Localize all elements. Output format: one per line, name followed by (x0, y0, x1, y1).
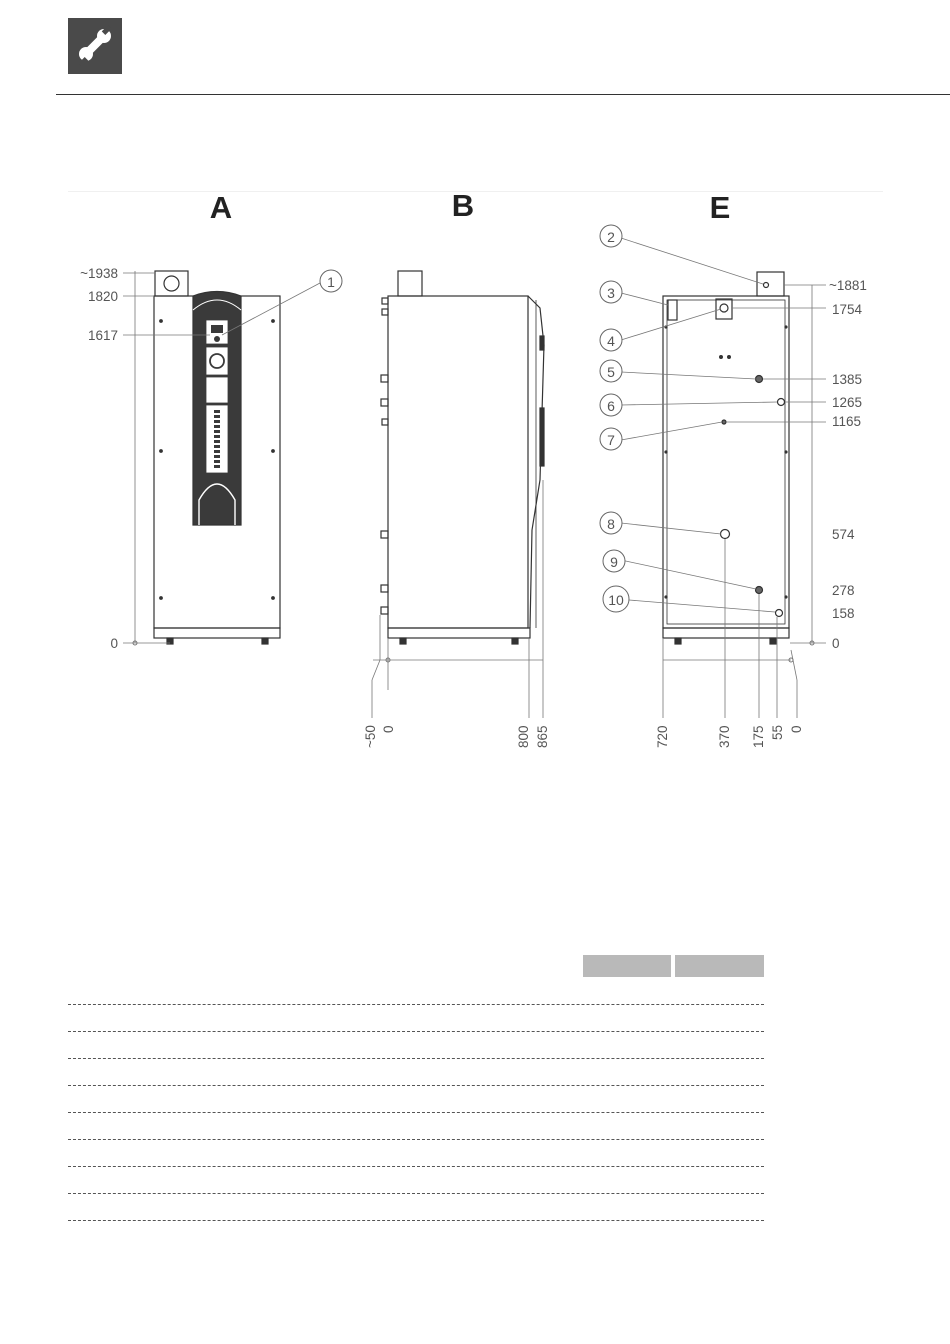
side-connection (382, 309, 388, 315)
rear-foot-right (770, 638, 776, 644)
table-row-divider (68, 1031, 764, 1032)
side-panel-strip (540, 408, 544, 466)
side-depth-label: 800 (516, 725, 531, 748)
front-plinth (154, 628, 280, 638)
rear-port (778, 399, 785, 406)
rear-screw (785, 451, 787, 453)
front-view (154, 271, 280, 644)
front-screw (160, 450, 163, 453)
rear-width-label: 175 (751, 725, 766, 748)
front-screw (272, 450, 275, 453)
rear-height-label: 1165 (832, 414, 862, 429)
side-depth-label: 0 (381, 725, 396, 733)
rear-port (756, 376, 763, 383)
front-dial (214, 336, 220, 342)
rear-height-label: 1754 (832, 302, 863, 317)
rear-dimension-lines (621, 238, 826, 718)
front-height-label: 1820 (87, 289, 118, 304)
side-foot-rear (400, 638, 406, 644)
rear-hole (720, 356, 723, 359)
rear-height-label: 1385 (832, 372, 863, 387)
rear-height-label: 278 (832, 583, 855, 598)
rear-callout-number: 5 (607, 364, 615, 380)
rear-height-label: ~1881 (829, 278, 867, 293)
rear-cable-gland (668, 300, 677, 320)
table-row-divider (68, 1058, 764, 1059)
rear-width-label: 370 (717, 725, 732, 748)
front-height-label: ~1938 (80, 266, 118, 281)
front-screw (160, 320, 163, 323)
table-header-cell (675, 955, 764, 977)
rear-height-label: 574 (832, 527, 855, 542)
view-label-rear: E (709, 190, 731, 225)
rear-callout-number: 10 (608, 592, 624, 608)
rear-callout-number: 6 (607, 398, 615, 414)
rear-flange (716, 299, 732, 319)
rear-callout-number: 2 (607, 229, 615, 245)
side-connection (381, 375, 388, 382)
rear-screw (665, 451, 667, 453)
rear-width-label: 55 (770, 724, 785, 740)
side-connection (382, 419, 388, 425)
rear-flue-opening (764, 283, 769, 288)
side-view (381, 271, 544, 644)
front-blank-plate (207, 378, 227, 402)
rear-height-label: 1265 (832, 395, 863, 410)
rear-screw (665, 596, 667, 598)
side-dimension-lines (372, 480, 543, 718)
rear-port (776, 610, 783, 617)
side-connection (381, 531, 388, 538)
table-row-divider (68, 1085, 764, 1086)
side-housing (388, 296, 528, 628)
side-control-bulge (540, 336, 544, 350)
rear-plinth (663, 628, 789, 638)
side-connection (382, 298, 388, 304)
front-height-label: 0 (110, 636, 118, 651)
side-depth-label: 865 (535, 725, 550, 748)
table-row-divider (68, 1112, 764, 1113)
rear-port (756, 587, 763, 594)
front-display-screen (211, 325, 223, 333)
rear-flue-collar (757, 272, 784, 296)
table-row-divider (68, 1193, 764, 1194)
side-connection (381, 585, 388, 592)
side-connection (381, 607, 388, 614)
rear-height-label: 158 (832, 606, 855, 621)
front-screw (272, 597, 275, 600)
table-row-divider (68, 1004, 764, 1005)
rear-hole (728, 356, 731, 359)
rear-width-label: 0 (789, 725, 804, 733)
rear-inner-panel (667, 300, 785, 624)
rear-callout-number: 8 (607, 516, 615, 532)
side-depth-label: ~50 (363, 725, 378, 748)
rear-callout-number: 7 (607, 432, 615, 448)
rear-flange-port (720, 304, 728, 312)
rear-width-label: 720 (655, 725, 670, 748)
rear-housing (663, 296, 789, 628)
side-foot-front (512, 638, 518, 644)
side-flue-collar (398, 271, 422, 296)
front-height-label: 1617 (87, 328, 118, 343)
view-label-side: B (451, 188, 475, 223)
rear-callout-number: 3 (607, 285, 615, 301)
view-label-front: A (209, 190, 233, 225)
table-row-divider (68, 1166, 764, 1167)
rear-callout-number: 4 (607, 333, 615, 349)
side-plinth (388, 628, 530, 638)
front-flue-collar (155, 271, 188, 296)
side-connection (381, 399, 388, 406)
front-foot-right (262, 638, 268, 644)
front-screw (160, 597, 163, 600)
front-screw (272, 320, 275, 323)
rear-view (663, 272, 789, 644)
table-row-divider (68, 1139, 764, 1140)
table-row-divider (68, 1220, 764, 1221)
rear-callout-number: 9 (610, 554, 618, 570)
rear-height-label: 0 (832, 636, 840, 651)
front-callout-number: 1 (327, 274, 335, 290)
rear-foot-left (675, 638, 681, 644)
rear-port (722, 420, 726, 424)
table-header-cell (583, 955, 671, 977)
rear-screw (785, 596, 787, 598)
rear-screw (785, 326, 787, 328)
rear-port (721, 530, 730, 539)
